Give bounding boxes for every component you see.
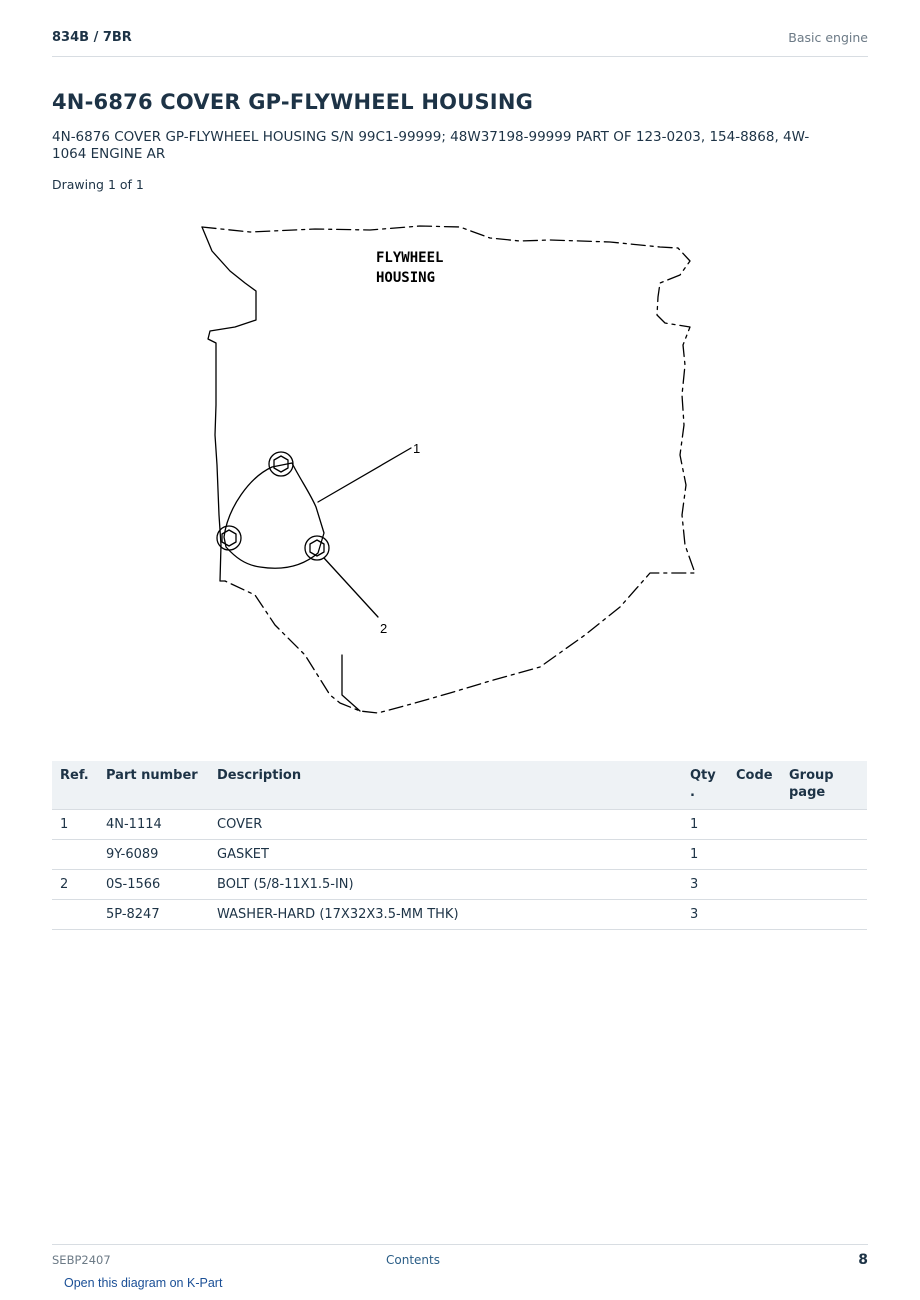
parts-diagram (190, 215, 720, 720)
cell-qty: 3 (682, 870, 728, 900)
page-subtitle: 4N-6876 COVER GP-FLYWHEEL HOUSING S/N 99C1-99999; 48W37198-99999 PART OF 123-0203, 154-8868, 4W-1064 ENGINE AR (52, 129, 810, 162)
table-row (52, 840, 867, 870)
table-row (52, 870, 867, 900)
col-group-page: Group page (781, 761, 867, 810)
cell-part-number: 5P-8247 (98, 900, 209, 930)
cell-description: WASHER-HARD (17X32X3.5-MM THK) (209, 900, 682, 930)
col-ref: Ref. (52, 761, 98, 810)
col-qty: Qty . (682, 761, 728, 810)
page-title: 4N-6876 COVER GP-FLYWHEEL HOUSING (52, 90, 534, 114)
col-description: Description (209, 761, 682, 810)
table-row (52, 900, 867, 930)
callout-1: 1 (413, 441, 421, 456)
cell-description: COVER (209, 810, 682, 840)
contents-link[interactable]: Contents (386, 1253, 440, 1267)
cell-qty: 1 (682, 810, 728, 840)
cell-part-number: 0S-1566 (98, 870, 209, 900)
parts-table (52, 761, 867, 930)
cell-description: GASKET (209, 840, 682, 870)
page-header (52, 28, 868, 57)
leader-line-2 (324, 558, 378, 617)
cell-code (728, 810, 781, 840)
housing-label-line1: FLYWHEEL (376, 250, 444, 266)
table-header-row (52, 761, 867, 810)
cell-group-page (781, 840, 867, 870)
cell-qty: 1 (682, 840, 728, 870)
housing-label-line2: HOUSING (376, 270, 436, 286)
cell-group-page (781, 810, 867, 840)
table-row (52, 810, 867, 840)
col-part-number: Part number (98, 761, 209, 810)
cell-group-page (781, 870, 867, 900)
cell-part-number: 9Y-6089 (98, 840, 209, 870)
leader-line-1 (318, 448, 411, 502)
drawing-count: Drawing 1 of 1 (52, 177, 144, 192)
cell-ref (52, 840, 98, 870)
cell-group-page (781, 900, 867, 930)
open-kpart-link[interactable]: Open this diagram on K-Part (64, 1276, 223, 1290)
cell-part-number: 4N-1114 (98, 810, 209, 840)
cell-code (728, 900, 781, 930)
cell-code (728, 840, 781, 870)
cell-qty: 3 (682, 900, 728, 930)
cell-ref (52, 900, 98, 930)
footer-divider (52, 1244, 868, 1245)
cover-plate (224, 463, 324, 568)
cell-ref: 2 (52, 870, 98, 900)
cell-code (728, 870, 781, 900)
section-label: Basic engine (788, 30, 868, 45)
footer-doc-id: SEBP2407 (52, 1253, 111, 1267)
col-code: Code (728, 761, 781, 810)
cell-ref: 1 (52, 810, 98, 840)
cell-description: BOLT (5/8-11X1.5-IN) (209, 870, 682, 900)
callout-2: 2 (380, 621, 388, 636)
page-number: 8 (858, 1252, 868, 1268)
model-label: 834B / 7BR (52, 30, 132, 45)
